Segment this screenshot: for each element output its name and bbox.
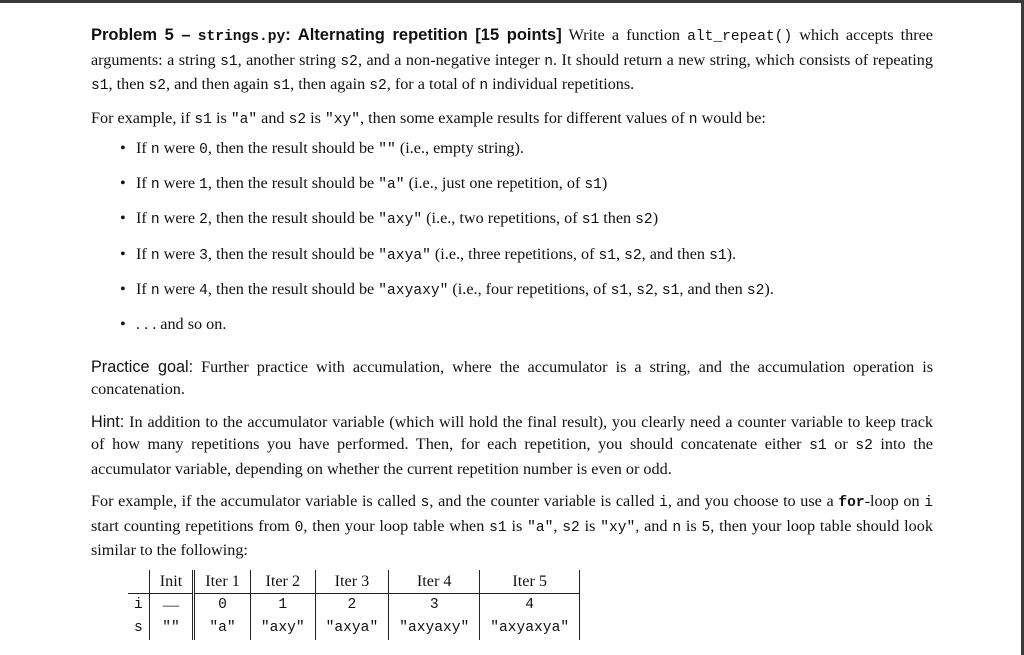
loop-table-intro: For example, if the accumulator variable is called s, and the counter variable is called i, and you choose to use a for-loop on i start counting repetitions from 0, then your loop table when s1 is "a", s2 is "xy", and n is 5, then your loop table should look similar to the following: [91,492,933,560]
row-label: i [128,593,149,617]
problem-statement: Problem 5 – strings.py: Alternating repetition [15 points] Write a function alt_repeat() which accepts three arguments: a string s1, another string s2, and a non-negative integer n. It should return a new string, which consists of repeating s1, then s2, and then again s1, then again s2, for a total of n individual repetitions. [91,26,933,94]
list-item: • . . . and so on. [120,314,227,333]
bullet-icon: • [120,209,126,228]
problem-document [91,24,933,640]
table-corner [128,570,149,594]
top-border [0,0,1024,3]
row-label: s [128,617,149,640]
bullet-icon: • [120,244,126,263]
list-item: • If n were 1, then the result should be "a" (i.e., just one repetition, of s1) [120,174,608,194]
table-row [128,593,580,617]
table-cell: 0 [194,593,251,617]
example-list [91,137,933,335]
list-item: • If n were 4, then the result should be "axyaxy" (i.e., four repetitions, of s1, s2, s1, and then s2). [120,279,774,299]
table-header-cell: Iter 2 [250,570,315,594]
for-keyword: for [838,495,865,512]
list-item: • If n were 0, then the result should be "" (i.e., empty string). [120,139,524,158]
table-header-cell: Iter 4 [389,570,480,594]
bullet-icon: • [120,139,126,157]
table-cell: 1 [250,593,315,617]
table-header-cell: Iter 5 [480,570,580,594]
problem-filename: strings.py [197,29,286,45]
table-cell: "a" [194,617,251,640]
table-row [128,617,580,640]
function-name: alt_repeat() [687,29,793,45]
table-cell: "axya" [315,617,389,640]
practice-label: Practice goal: [91,357,194,376]
problem-heading: Problem 5 – [91,26,191,44]
table-cell: 4 [480,593,580,617]
table-cell: "axy" [250,617,315,640]
table-cell: "axyaxy" [389,617,480,640]
table-header-cell: Init [149,570,193,594]
practice-goal: Practice goal: Further practice with accumulation, where the accumulator is a string, and the accumulation operation is concatenation. [91,357,934,399]
example-intro: For example, if s1 is "a" and s2 is "xy", then some example results for different values of n would be: [91,108,766,128]
loop-table-header [128,570,580,594]
bullet-icon: • [120,314,126,333]
table-header-cell: Iter 1 [194,570,251,594]
table-cell: "axyaxya" [480,617,580,640]
table-cell: 3 [389,593,480,617]
hint: Hint: In addition to the accumulator variable (which will hold the final result), you clearly need a counter variable to keep track of how many repetitions you have performed. Then, for each repetition, you should concatenate either s1 or s2 into the accumulator variable, depending on whether the current repetition number is even or odd. [91,412,933,478]
list-item: • If n were 3, then the result should be "axya" (i.e., three repetitions, of s1, s2, and then s1). [120,244,737,264]
bullet-icon: • [120,279,126,298]
table-cell: — [149,593,193,617]
list-item: • If n were 2, then the result should be "axy" (i.e., two repetitions, of s1 then s2) [120,209,659,229]
problem-title: : Alternating repetition [15 points] [285,26,562,44]
table-header-cell: Iter 3 [315,570,389,594]
hint-label: Hint: [91,412,125,431]
bullet-icon: • [120,174,126,193]
table-cell: "" [149,617,193,640]
table-cell: 2 [315,593,389,617]
loop-table [128,570,580,640]
